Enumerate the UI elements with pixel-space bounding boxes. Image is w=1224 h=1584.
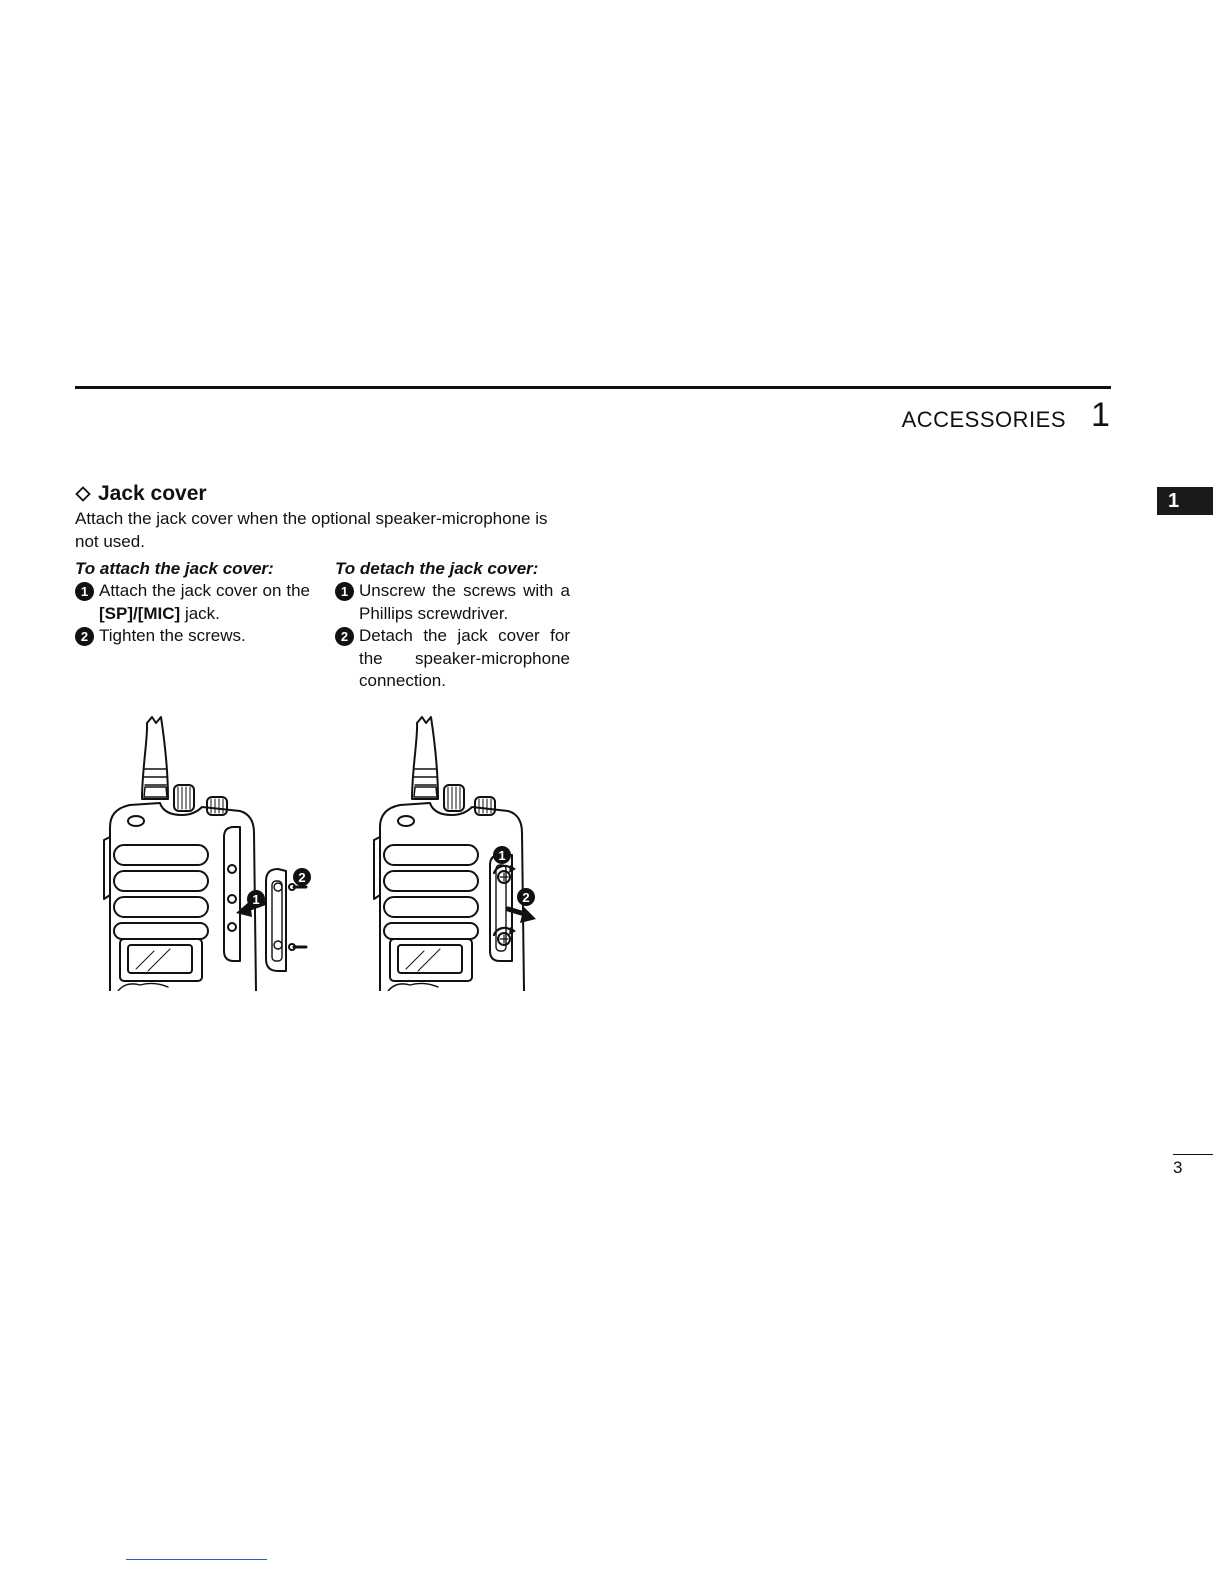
callout-2-label: 2 xyxy=(298,870,306,885)
callout-1-label: 1 xyxy=(498,848,506,863)
detach-step-1 xyxy=(335,580,570,625)
step-number-1-icon: 1 xyxy=(75,582,94,601)
attach-title: To attach the jack cover: xyxy=(75,559,274,578)
detach-illustration xyxy=(360,715,600,991)
section-intro: Attach the jack cover when the optional speaker-microphone is not used. xyxy=(75,509,548,551)
detach-title: To detach the jack cover: xyxy=(335,559,539,578)
attach-step-2-text: Tighten the screws. xyxy=(99,626,246,645)
section-heading xyxy=(75,482,570,506)
page-number: 3 xyxy=(1173,1158,1183,1177)
attach-step-1-text xyxy=(99,580,310,625)
step-number-2-icon: 2 xyxy=(335,627,354,646)
detach-step-1-text: Unscrew the screws with a Phillips screwdriver. xyxy=(359,581,570,623)
attach-step-1-text-after: jack. xyxy=(180,603,220,623)
chapter-tab: 1 xyxy=(1157,487,1213,515)
page-number-rule xyxy=(1173,1154,1213,1155)
attach-step-1-text-before: Attach the jack cover on the xyxy=(99,581,310,600)
step-number-1-icon: 1 xyxy=(335,582,354,601)
instruction-columns xyxy=(75,557,570,693)
attach-step-1 xyxy=(75,580,310,625)
footer-rule xyxy=(126,1559,267,1560)
chapter-title: ACCESSORIES xyxy=(901,407,1066,432)
section-title: Jack cover xyxy=(98,482,207,505)
callout-2-label: 2 xyxy=(522,890,530,905)
jack-cover-section xyxy=(75,482,570,693)
diamond-icon xyxy=(75,486,91,502)
detach-step-2-text: Detach the jack cover for the speaker-microphone connection. xyxy=(359,626,570,690)
chapter-number: 1 xyxy=(1091,396,1110,434)
detach-step-2 xyxy=(335,625,570,693)
step-number-2-icon: 2 xyxy=(75,627,94,646)
callout-1-label: 1 xyxy=(252,892,260,907)
attach-illustration xyxy=(90,715,330,991)
detach-column xyxy=(335,557,570,693)
header-rule xyxy=(75,386,1111,389)
attach-column xyxy=(75,557,310,693)
attach-step-2 xyxy=(75,625,310,648)
jack-keyword: [SP]/[MIC] xyxy=(99,603,181,623)
